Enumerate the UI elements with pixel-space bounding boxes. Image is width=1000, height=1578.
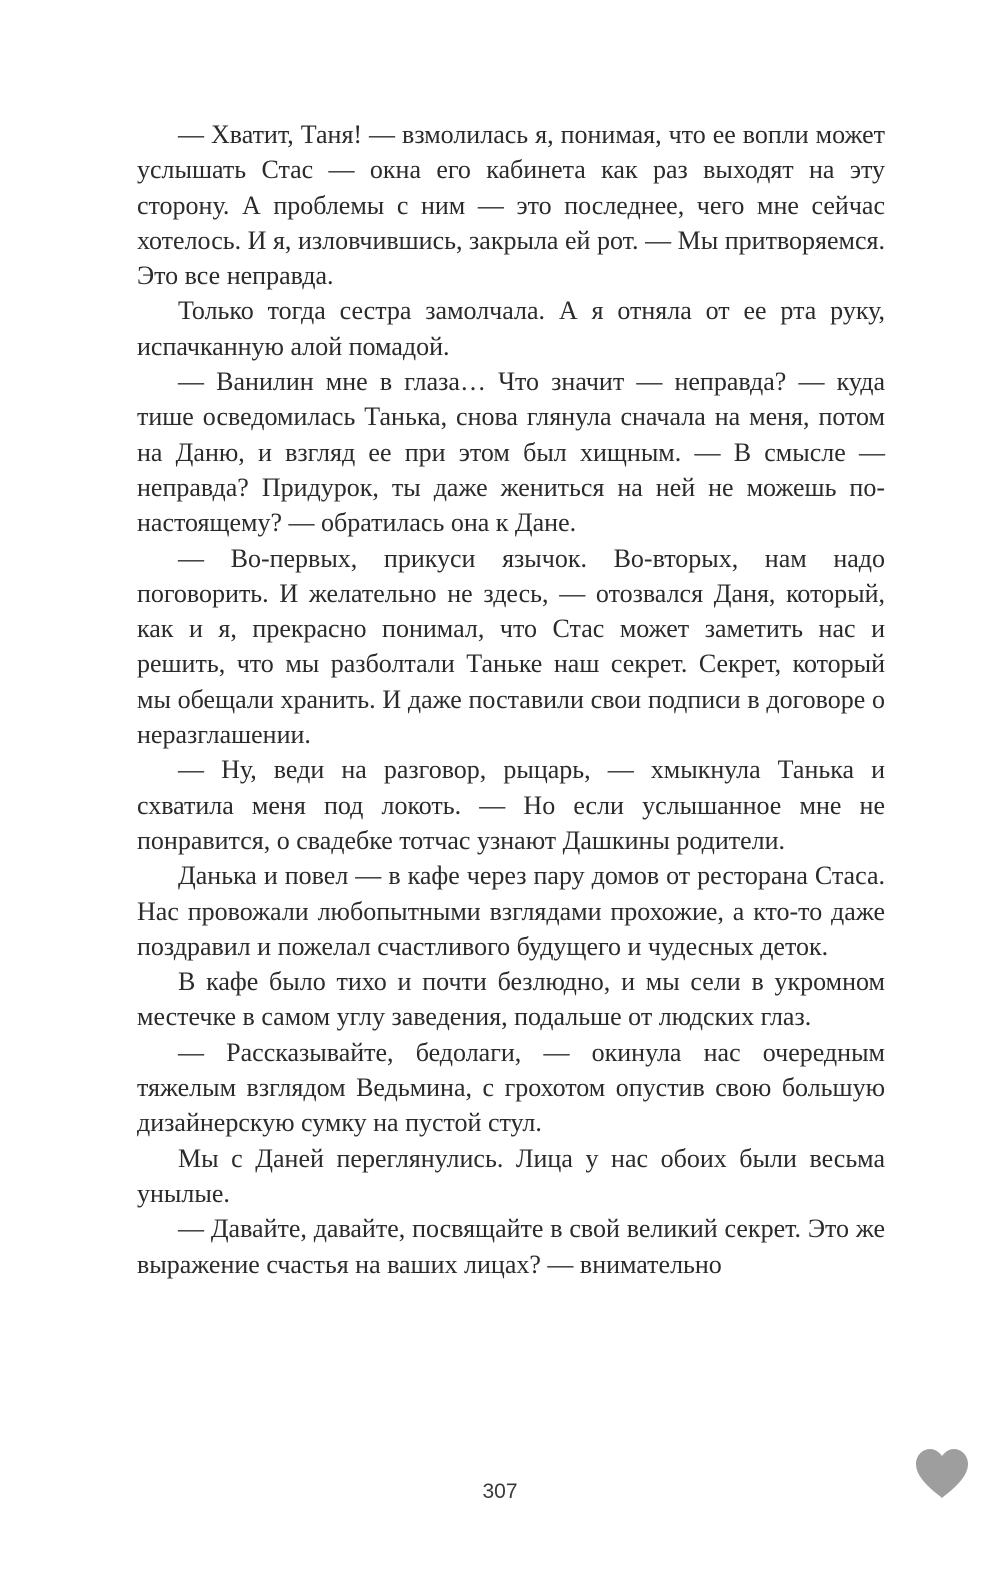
heart-icon-shape xyxy=(916,1449,968,1498)
paragraph: — Во-первых, прикуси язычок. Во-вторых, нам надо поговорить. И желательно не здесь, — отозвался Даня, который, как и я, прекрасно понимал, что Стас может заметить нас и решить, что мы разболтали Таньке наш секрет. Секрет, который мы обещали хранить. И даже поставили свои подписи в договоре о неразглашении. xyxy=(137,543,885,750)
paragraph: — Ну, веди на разговор, рыцарь, — хмыкнула Танька и схватила меня под локоть. — Но если услышанное мне не понравится, о свадебке тотчас узнают Дашкины родители. xyxy=(137,755,885,855)
paragraph: Мы с Даней переглянулись. Лица у нас обоих были весьма унылые. xyxy=(137,1143,885,1208)
paragraph: — Давайте, давайте, посвящайте в свой великий секрет. Это же выражение счастья на ваших лицах? — внимательно xyxy=(137,1214,885,1279)
paragraph: Только тогда сестра замолчала. А я отняла от ее рта руку, испачканную алой помадой. xyxy=(137,296,885,361)
body-text xyxy=(137,117,885,1282)
paragraph: В кафе было тихо и почти безлюдно, и мы сели в укромном местечке в самом углу заведения, подальше от людских глаз. xyxy=(137,967,885,1032)
paragraph: — Хватит, Таня! — взмолилась я, понимая, что ее вопли может услышать Стас — окна его кабинета как раз выходят на эту сторону. А проблемы с ним — это последнее, чего мне сейчас хотелось. И я, изловчившись, закрыла ей рот. — Мы притворяемся. Это все неправда. xyxy=(137,120,885,291)
paragraph: — Ванилин мне в глаза… Что значит — неправда? — куда тише осведомилась Танька, снова глянула сначала на меня, потом на Даню, и взгляд ее при этом был хищным. — В смысле — неправда? Придурок, ты даже жениться на ней не можешь по-настоящему? — обратилась она к Дане. xyxy=(137,367,885,538)
paragraph: Данька и повел — в кафе через пару домов от ресторана Стаса. Нас провожали любопытными взглядами прохожие, а кто-то даже поздравил и пожелал счастливого будущего и чудесных деток. xyxy=(137,861,885,961)
paragraph: — Рассказывайте, бедолаги, — окинула нас очередным тяжелым взглядом Ведьмина, с грохотом опустив свою большую дизайнерскую сумку на пустой стул. xyxy=(137,1037,885,1138)
page-number: 307 xyxy=(482,1480,518,1503)
heart-icon[interactable] xyxy=(914,1448,970,1500)
